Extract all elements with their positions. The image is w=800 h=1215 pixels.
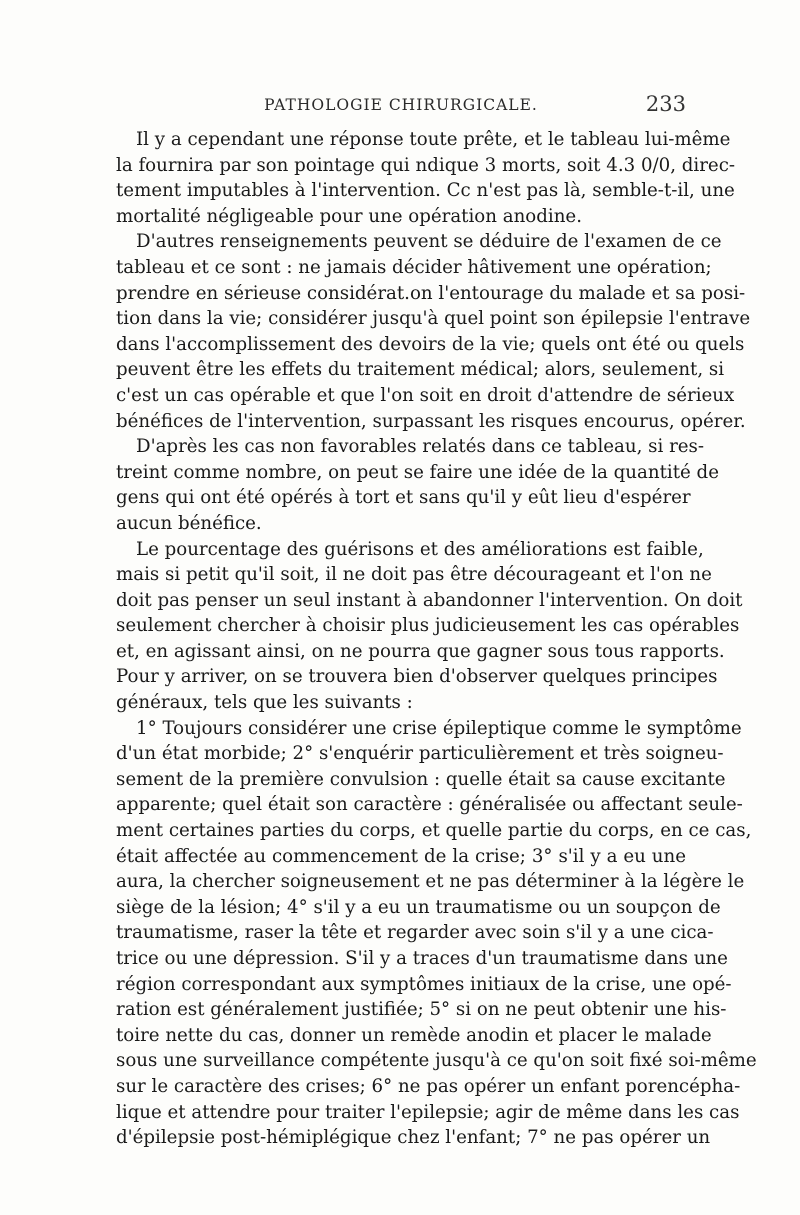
text-line: aura, la chercher soigneusement et ne pas déterminer à la légère le xyxy=(116,871,745,893)
text-line: Pour y arriver, on se trouvera bien d'observer quelques principes xyxy=(116,666,718,688)
text-line: tement imputables à l'intervention. Cc n'est pas là, semble-t-il, une xyxy=(116,180,735,202)
running-title: PATHOLOGIE CHIRURGICALE. xyxy=(264,96,538,114)
paragraph-1 xyxy=(116,127,736,229)
text-line: seulement chercher à choisir plus judicieusement les cas opérables xyxy=(116,615,740,637)
text-line: d'épilepsie post-hémiplégique chez l'enfant; 7° ne pas opérer un xyxy=(116,1127,711,1149)
text-line: treint comme nombre, on peut se faire une idée de la quantité de xyxy=(116,461,719,483)
text-line: prendre en sérieuse considérat.on l'entourage du malade et sa posi- xyxy=(116,282,746,304)
text-line: d'un état morbide; 2° s'enquérir particulièrement et très soigneu- xyxy=(116,743,724,765)
page-header xyxy=(116,92,686,120)
text-line: traumatisme, raser la tête et regarder avec soin s'il y a une cica- xyxy=(116,922,714,944)
paragraph-2 xyxy=(116,229,751,434)
text-line: tion dans la vie; considérer jusqu'à quel point son épilepsie l'entrave xyxy=(116,308,751,330)
text-line: doit pas penser un seul instant à abandonner l'intervention. On doit xyxy=(116,589,743,611)
text-line: lique et attendre pour traiter l'epilepsie; agir de même dans les cas xyxy=(116,1101,740,1123)
paragraph-3 xyxy=(116,434,719,536)
paragraph-4 xyxy=(116,537,743,716)
text-line: région correspondant aux symptômes initiaux de la crise, une opé- xyxy=(116,973,732,995)
text-line: sur le caractère des crises; 6° ne pas opérer un enfant porencépha- xyxy=(116,1075,741,1097)
body-text xyxy=(116,127,757,1151)
text-line: toire nette du cas, donner un remède anodin et placer le malade xyxy=(116,1024,712,1046)
text-line: D'autres renseignements peuvent se déduire de l'examen de ce xyxy=(136,231,722,253)
text-line: était affectée au commencement de la crise; 3° s'il y a eu une xyxy=(116,845,686,867)
text-line: gens qui ont été opérés à tort et sans qu'il y eût lieu d'espérer xyxy=(116,487,691,509)
text-line: sement de la première convulsion : quelle était sa cause excitante xyxy=(116,768,726,790)
text-line: siège de la lésion; 4° s'il y a eu un traumatisme ou un soupçon de xyxy=(116,896,721,918)
text-line: la fournira par son pointage qui ndique 3 morts, soit 4.3 0/0, direc- xyxy=(116,154,736,176)
text-line: peuvent être les effets du traitement médical; alors, seulement, si xyxy=(116,359,725,381)
page-number: 233 xyxy=(645,92,686,116)
text-line: tableau et ce sont : ne jamais décider hâtivement une opération; xyxy=(116,256,712,278)
text-line: et, en agissant ainsi, on ne pourra que gagner sous tous rapports. xyxy=(116,640,725,662)
text-line: ration est généralement justifiée; 5° si on ne peut obtenir une his- xyxy=(116,999,727,1021)
text-line: mortalité négligeable pour une opération anodine. xyxy=(116,205,582,227)
text-line: bénéfices de l'intervention, surpassant les risques encourus, opérer. xyxy=(116,410,746,432)
text-line: ment certaines parties du corps, et quelle partie du corps, en ce cas, xyxy=(116,820,752,842)
text-line: aucun bénéfice. xyxy=(116,512,262,534)
text-line: 1° Toujours considérer une crise épileptique comme le symptôme xyxy=(136,717,742,739)
paragraph-5 xyxy=(116,716,757,1151)
text-line: apparente; quel était son caractère : généralisée ou affectant seule- xyxy=(116,794,743,816)
text-line: Le pourcentage des guérisons et des améliorations est faible, xyxy=(136,538,704,560)
text-line: généraux, tels que les suivants : xyxy=(116,692,413,714)
text-line: c'est un cas opérable et que l'on soit en droit d'attendre de sérieux xyxy=(116,384,735,406)
text-line: dans l'accomplissement des devoirs de la vie; quels ont été ou quels xyxy=(116,333,745,355)
text-line: Il y a cependant une réponse toute prête, et le tableau lui-même xyxy=(136,129,731,150)
text-line: D'après les cas non favorables relatés dans ce tableau, si res- xyxy=(136,436,705,458)
text-line: mais si petit qu'il soit, il ne doit pas être décourageant et l'on ne xyxy=(116,564,712,586)
text-line: sous une surveillance compétente jusqu'à ce qu'on soit fixé soi-même xyxy=(116,1050,757,1072)
text-line: trice ou une dépression. S'il y a traces d'un traumatisme dans une xyxy=(116,948,728,969)
